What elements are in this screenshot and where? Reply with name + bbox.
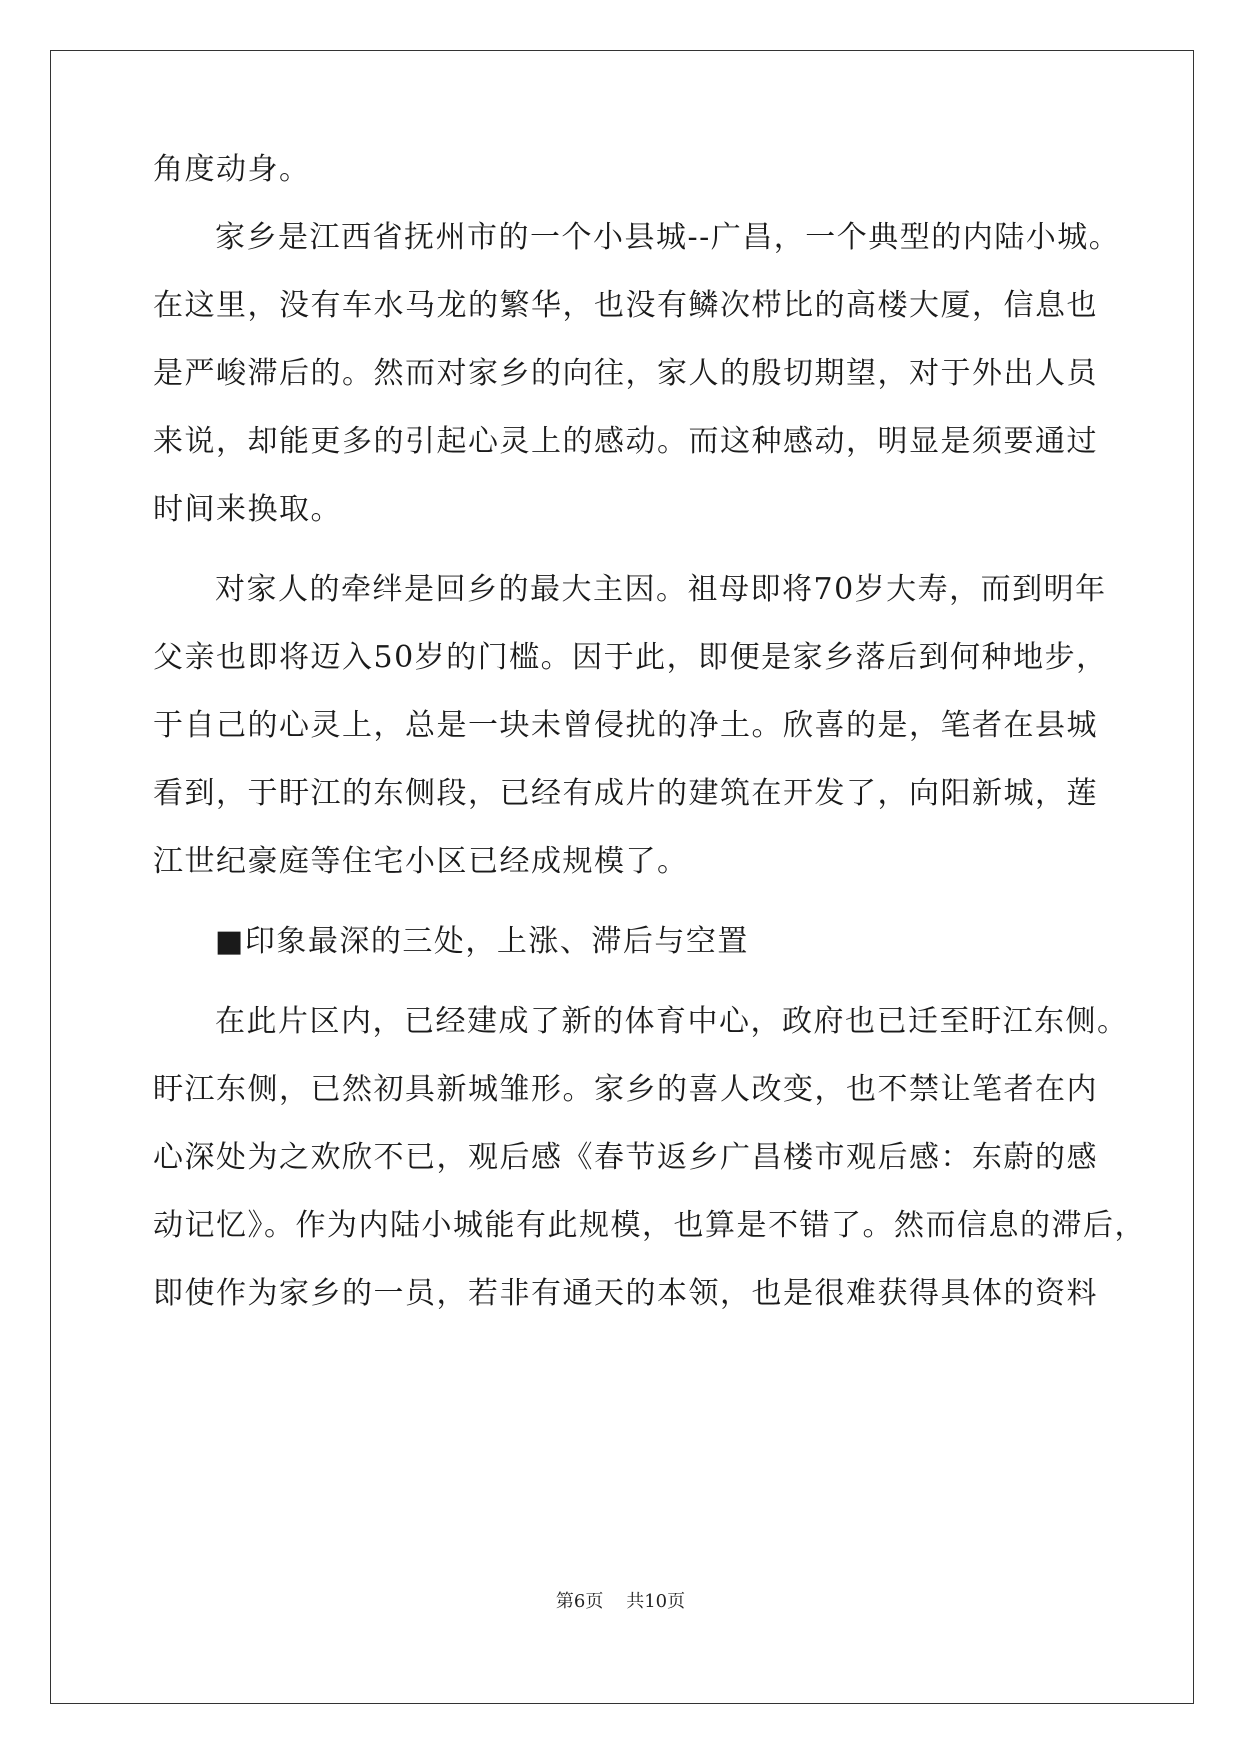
text-line: 时间来换取。 [153,492,342,527]
text-line: 角度动身。 [153,152,311,187]
text-line: 看到，于盱江的东侧段，已经有成片的建筑在开发了，向阳新城，莲 [153,776,1098,811]
text-line: 来说，却能更多的引起心灵上的感动。而这种感动，明显是须要通过 [153,424,1098,459]
text-line: 于自己的心灵上，总是一块未曾侵扰的净土。欣喜的是，笔者在县城 [153,708,1098,743]
text-line: 是严峻滞后的。然而对家乡的向往，家人的殷切期望，对于外出人员 [153,356,1098,391]
paragraph-start-line: 在此片区内，已经建成了新的体育中心，政府也已迁至盱江东侧。 [215,1004,1129,1039]
section-heading: ■印象最深的三处，上涨、滞后与空置 [215,924,749,959]
text-line: 心深处为之欢欣不已，观后感《春节返乡广昌楼市观后感：东蔚的感 [153,1140,1098,1175]
text-line: 盱江东侧，已然初具新城雏形。家乡的喜人改变，也不禁让笔者在内 [153,1072,1098,1107]
text-line: 江世纪豪庭等住宅小区已经成规模了。 [153,844,689,879]
paragraph-start-line: 家乡是江西省抚州市的一个小县城--广昌，一个典型的内陆小城。 [215,220,1121,255]
paragraph-start-line: 对家人的牵绊是回乡的最大主因。祖母即将70岁大寿，而到明年 [215,572,1107,607]
text-line: 父亲也即将迈入50岁的门槛。因于此，即便是家乡落后到何种地步， [153,640,1108,675]
text-line: 动记忆》。作为内陆小城能有此规模，也算是不错了。然而信息的滞后， [153,1208,1146,1243]
text-line: 在这里，没有车水马龙的繁华，也没有鳞次栉比的高楼大厦，信息也 [153,288,1098,323]
text-line: 即使作为家乡的一员，若非有通天的本领，也是很难获得具体的资料 [153,1276,1098,1311]
page-number: 第6页 共10页 [555,1591,686,1612]
